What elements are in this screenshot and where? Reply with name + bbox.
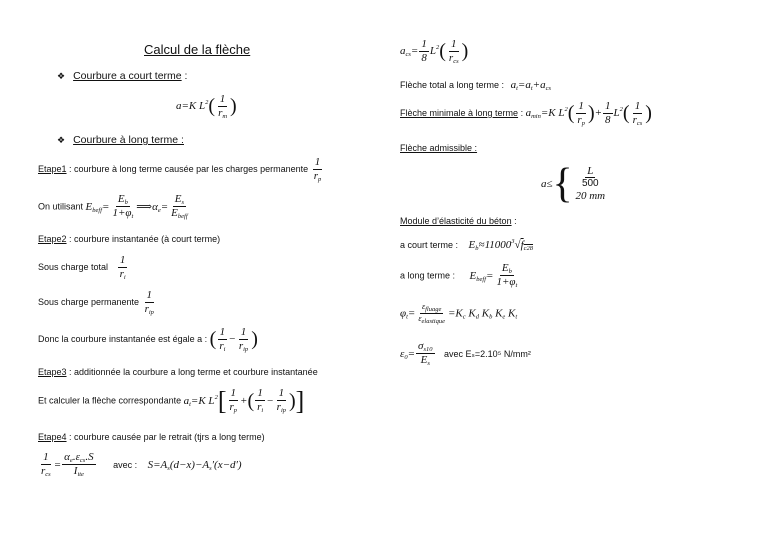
bullet-icon: ❖ (57, 135, 66, 145)
formula-phi: $\varphi_t=$ $\frac{\varepsilon_{fluage}}{\varepsilon_{elastique}}$ $=K_c$ $K_d$ $K_b$ $K_e$ $K_t$ (400, 302, 518, 326)
donc-line: Donc la courbure instantanée est égale a : ( $\frac{1}{r_i}$ − $\frac{1}{r_{ip}}$ ) (38, 326, 258, 353)
calculer-line: Et calculer la flèche correspondante $a_t=K$ $L^2$[ $\frac{1}{r_p}$ +( $\frac{1}{r_i}$ − $\frac{1}{r_{ip}}$ )] (38, 386, 305, 415)
sous-charge-total: Sous charge total $\frac{1}{r_i}$ (38, 254, 126, 281)
fleche-total: Flèche total a long terme : $a_t=a_t+a_{cs}$ (400, 79, 551, 92)
etape3-line: Etape3 : additionnée la courbure a long terme et courbure instantanée (38, 367, 318, 377)
etape2-line: Etape2 : courbure instantanée (à court terme) (38, 234, 221, 244)
etape1-line: Etape1 : courbure à long terme causée par les charges permanente $\frac{1}{r_p}$ (38, 156, 322, 183)
section-court-terme: ❖ Courbure a court terme : (57, 70, 188, 82)
etape1-formula: On utilisant $E_{beff}=$ $\frac{E_b}{1+\varphi_t}$ $⟹\alpha_e=$ $\frac{E_s}{E_{beff}}$ (38, 193, 188, 221)
fleche-min: Flèche minimale à long terme : $a_{min}=K$ $L^2$( $\frac{1}{r_p}$ )+ $\frac{1}{8}$ $L^2$( $\frac{1}{r_{cs}}$ ) (400, 100, 652, 127)
module-title: Module d’élasticité du béton : (400, 216, 517, 226)
sous-charge-perm: Sous charge permanente $\frac{1}{r_{ip}}$ (38, 289, 154, 316)
retrait-formula: $\frac{1}{r_{cs}}$ = $\frac{\alpha_e.\varepsilon_{cs}.S}{I_{ite}}$ avec : $S=A_s(d-x)-A_s'(x-d')$ (41, 451, 242, 479)
section-long-terme (57, 134, 184, 146)
formula-admissible: a≤{ $\frac{L}{500}$ 20 mm (541, 161, 606, 207)
section-title: Courbure à long terme : (73, 134, 184, 146)
etape4-line: Etape4 : courbure causée par le retrait (tjrs a long terme) (38, 432, 265, 442)
fleche-admissible: Flèche admissible : (400, 143, 478, 153)
section-title: Courbure a court terme (73, 70, 182, 82)
formula-acs: $a_{cs}=$ $\frac{1}{8}$ $L^2$( $\frac{1}{r_{cs}}$ ) (400, 38, 469, 65)
formula-a-court: a=K $L^2$( $\frac{1}{r_m}$ ) (176, 93, 237, 120)
module-court: a court terme : $E_b\approx 11000^3√f_{c28}$ (400, 238, 534, 252)
bullet-icon: ❖ (57, 71, 66, 81)
page-title: Calcul de la flèche (144, 42, 251, 57)
formula-epsilon: $\varepsilon_0=$ $\frac{\sigma_{s10}}{E_s}$ avec Eₛ=2.10⁵ N/mm² (400, 340, 531, 368)
module-long: a long terme : $E_{beff}=$ $\frac{E_b}{1+\varphi_t}$ (400, 262, 518, 290)
